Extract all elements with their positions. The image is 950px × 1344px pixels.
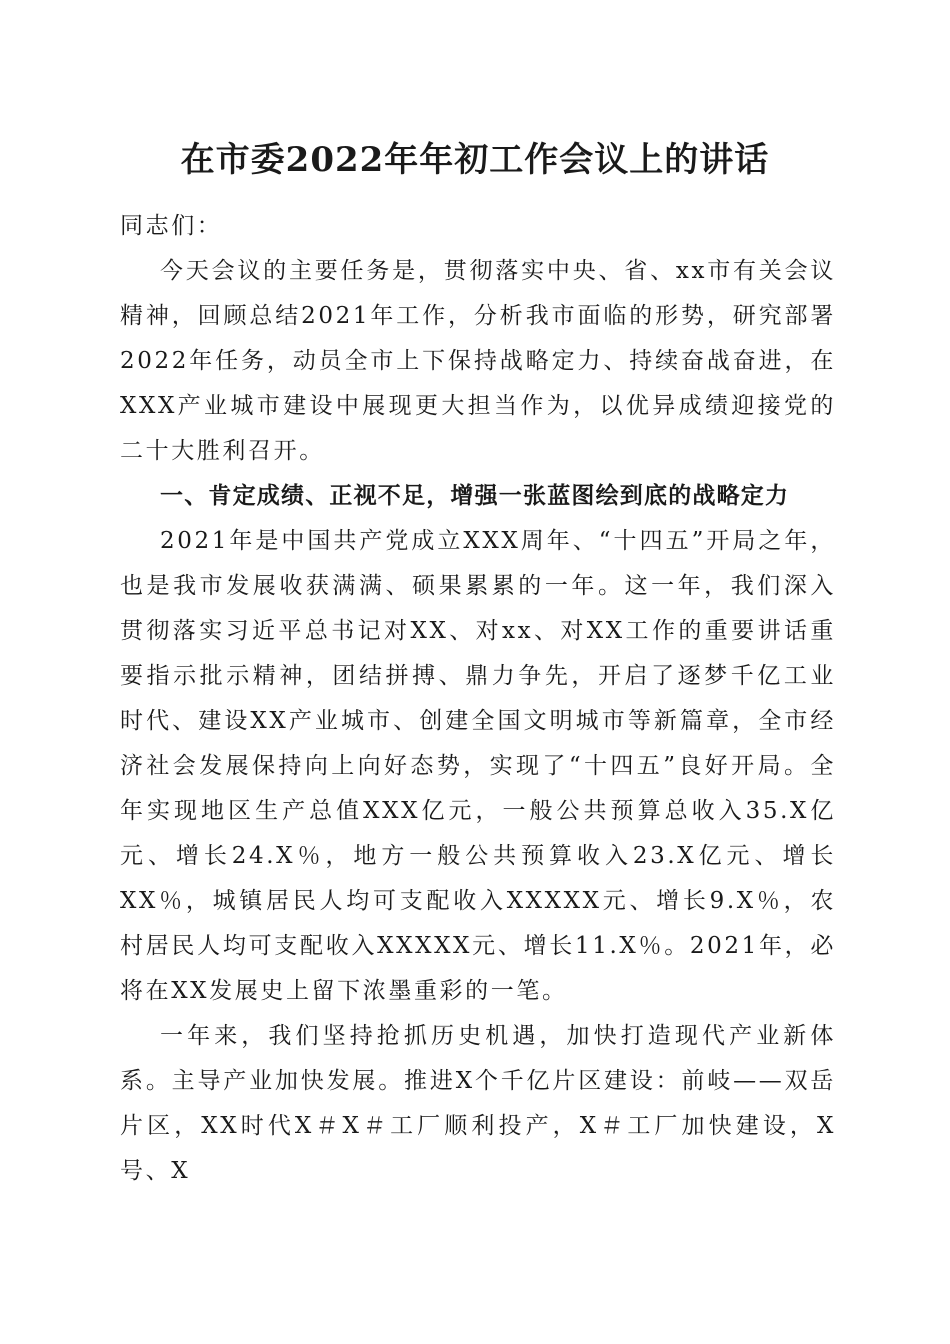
- paragraph-achievements: 2021年是中国共产党成立XXX周年、“十四五”开局之年，也是我市发展收获满满、硕果累累的一年。这一年，我们深入贯彻落实习近平总书记对XX、对xx、对XX工作的重要讲话重要指示批示精神，团结拼搏、鼎力争先，开启了逐梦千亿工业时代、建设XX产业城市、创建全国文明城市等新篇章，全市经济社会发展保持向上向好态势，实现了“十四五”良好开局。全年实现地区生产总值XXX亿元，一般公共预算总收入35.X亿元、增长24.X％，地方一般公共预算收入23.X亿元、增长XX％，城镇居民人均可支配收入XXXXX元、增长9.X％，农村居民人均可支配收入XXXXX元、增长11.X％。2021年，必将在XX发展史上留下浓墨重彩的一笔。: [120, 528, 836, 1004]
- document-title: 在市委2022年年初工作会议上的讲话: [180, 140, 770, 180]
- salutation: 同志们：: [120, 213, 223, 239]
- paragraph-industry: 一年来，我们坚持抢抓历史机遇，加快打造现代产业新体系。主导产业加快发展。推进X个千亿片区建设：前岐——双岳片区，XX时代X＃X＃工厂顺利投产，X＃工厂加快建设，X号、X: [120, 1023, 836, 1184]
- section-heading-1: 一、肯定成绩、正视不足，增强一张蓝图绘到底的战略定力: [160, 483, 790, 509]
- paragraph-intro: 今天会议的主要任务是，贯彻落实中央、省、xx市有关会议精神，回顾总结2021年工作，分析我市面临的形势，研究部署2022年任务，动员全市上下保持战略定力、持续奋战奋进，在XXX产业城市建设中展现更大担当作为，以优异成绩迎接党的二十大胜利召开。: [120, 258, 836, 464]
- document-body: [120, 204, 836, 1194]
